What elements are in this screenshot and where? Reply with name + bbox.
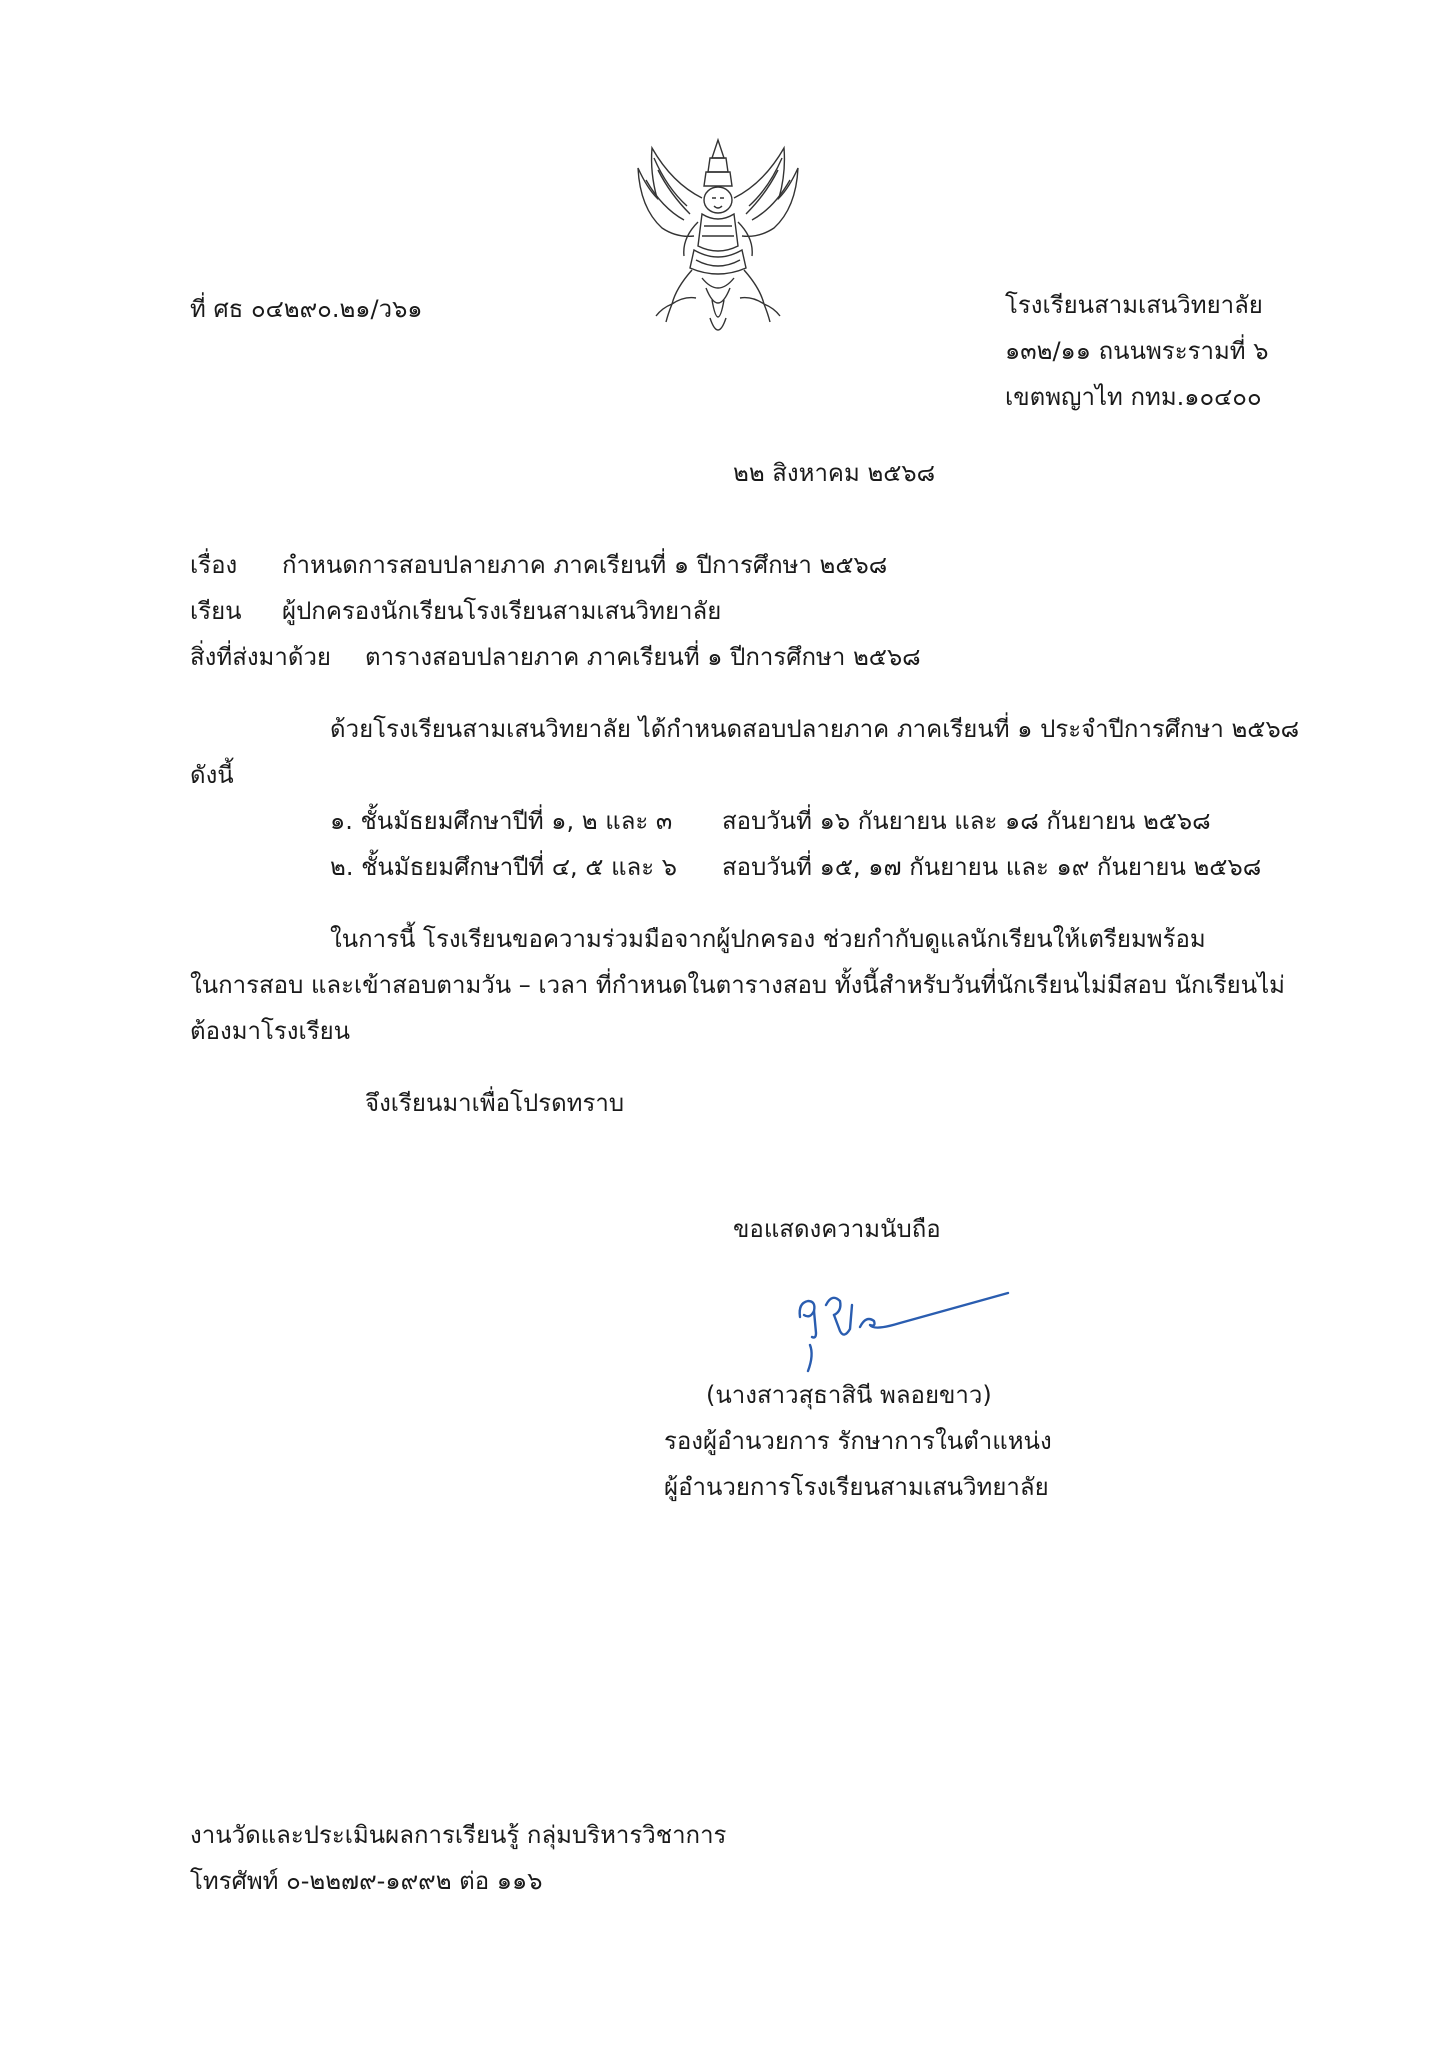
- school-name-line: โรงเรียนสามเสนวิทยาลัย: [1005, 291, 1263, 319]
- signer-name: (นางสาวสุธาสินี พลอยขาว): [706, 1381, 992, 1409]
- address-district-line: เขตพญาไท กทม.๑๐๔๐๐: [1005, 383, 1262, 411]
- subject-label: เรื่อง: [190, 551, 238, 579]
- signer-position: ผู้อำนวยการโรงเรียนสามเสนวิทยาลัย: [664, 1473, 1049, 1501]
- signer-position: รองผู้อำนวยการ รักษาการในตำแหน่ง: [664, 1427, 1052, 1455]
- intro-continuation: ดังนี้: [190, 761, 234, 789]
- closing-request: จึงเรียนมาเพื่อโปรดทราบ: [365, 1089, 625, 1117]
- schedule-dates-1: สอบวันที่ ๑๖ กันยายน และ ๑๘ กันยายน ๒๕๖๘: [722, 807, 1211, 835]
- footer-department: งานวัดและประเมินผลการเรียนรู้ กลุ่มบริหารวิชาการ: [190, 1821, 727, 1849]
- paragraph-line: ในการสอบ และเข้าสอบตามวัน – เวลา ที่กำหนดในตารางสอบ ทั้งนี้สำหรับวันที่นักเรียนไม่มีสอบ นักเรียนไม่: [190, 971, 1285, 999]
- paragraph-line: ในการนี้ โรงเรียนขอความร่วมมือจากผู้ปกครอง ช่วยกำกับดูแลนักเรียนให้เตรียมพร้อม: [330, 925, 1206, 953]
- paragraph-line: ต้องมาโรงเรียน: [190, 1017, 351, 1045]
- closing-phrase: ขอแสดงความนับถือ: [733, 1215, 941, 1243]
- enclosure-text: ตารางสอบปลายภาค ภาคเรียนที่ ๑ ปีการศึกษา ๒๕๖๘: [365, 643, 921, 671]
- enclosure-label: สิ่งที่ส่งมาด้วย: [190, 643, 331, 671]
- subject-text: กำหนดการสอบปลายภาค ภาคเรียนที่ ๑ ปีการศึกษา ๒๕๖๘: [282, 551, 888, 579]
- footer-phone: โทรศัพท์ ๐-๒๒๗๙-๑๙๙๒ ต่อ ๑๑๖: [190, 1867, 543, 1895]
- intro-line: ด้วยโรงเรียนสามเสนวิทยาลัย ได้กำหนดสอบปลายภาค ภาคเรียนที่ ๑ ประจำปีการศึกษา ๒๕๖๘: [330, 715, 1300, 743]
- address-street-line: ๑๓๒/๑๑ ถนนพระรามที่ ๖: [1005, 337, 1269, 365]
- schedule-dates-2: สอบวันที่ ๑๕, ๑๗ กันยายน และ ๑๙ กันยายน ๒๕๖๘: [722, 853, 1262, 881]
- handwritten-signature: [770, 1275, 1020, 1375]
- recipient-text: ผู้ปกครองนักเรียนโรงเรียนสามเสนวิทยาลัย: [282, 597, 722, 625]
- reference-number: ที่ ศธ ๐๔๒๙๐.๒๑/ว๖๑: [190, 295, 423, 323]
- garuda-emblem-icon: [632, 128, 804, 346]
- letter-date: ๒๒ สิงหาคม ๒๕๖๘: [733, 459, 936, 487]
- schedule-level-1: ๑. ชั้นมัธยมศึกษาปีที่ ๑, ๒ และ ๓: [330, 807, 673, 835]
- schedule-level-2: ๒. ชั้นมัธยมศึกษาปีที่ ๔, ๕ และ ๖: [330, 853, 678, 881]
- recipient-label: เรียน: [190, 597, 242, 625]
